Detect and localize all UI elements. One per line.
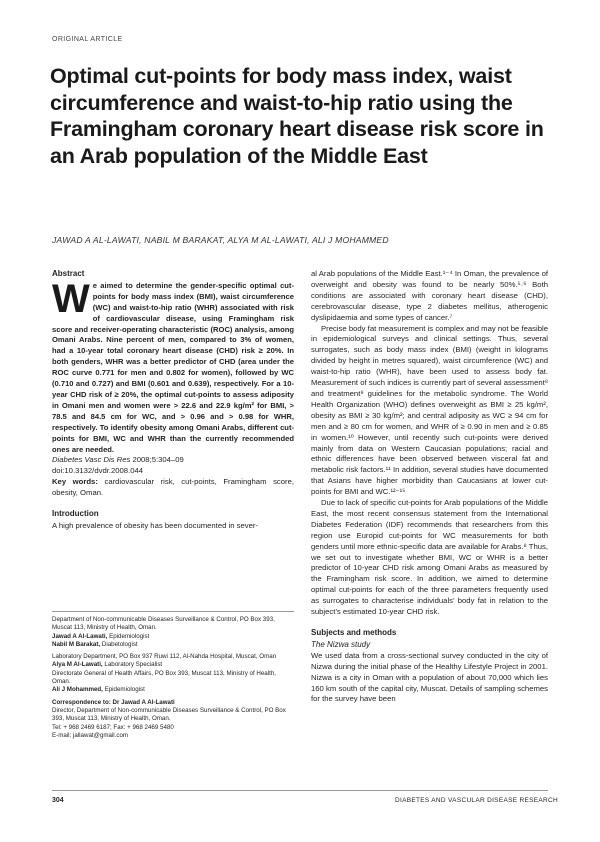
- author-2-name: Nabil M Barakat,: [52, 640, 101, 648]
- author-4-role: Epidemiologist: [102, 686, 145, 694]
- affiliation-author-4: [52, 686, 294, 694]
- affiliation-author-3: [52, 661, 294, 669]
- footer-divider: [52, 790, 548, 791]
- correspondence-email: E-mail: jallawat@gmail.com: [52, 731, 129, 739]
- keywords-text: cardiovascular risk, cut-points, Framingham score, obesity, Oman.: [52, 477, 294, 498]
- author-2-role: Diabetologist: [100, 640, 138, 648]
- author-4-name: Ali J Mohammed,: [52, 686, 103, 694]
- correspondence-dept: Director, Department of Non-communicable Diseases Surveillance & Control, PO Box 393, Muscat 113, Ministry of Health, Oman.: [52, 706, 286, 723]
- section-label: ORIGINAL ARTICLE: [52, 36, 123, 43]
- page-number: 304: [52, 797, 64, 804]
- doi: doi:10.3132/dvdr.2008.044: [52, 466, 144, 476]
- correspondence-name: Correspondence to: Dr Jawad A Al-Lawati: [52, 698, 175, 706]
- author-1-name: Jawad A Al-Lawati,: [52, 632, 108, 640]
- affiliation-author-1: [52, 633, 294, 641]
- body-paragraph-4: We used data from a cross-sectional survey conducted in the city of Nizwa during the initial phase of the Healthy Lifestyle Project in 2001. Nizwa is a city in Oman with a population of about 70,000 which lies 160 km south of the capital city, Muscat. Details of sampling schemes for the survey have been: [311, 650, 548, 704]
- affiliation-dept: Department of Non-communicable Diseases Surveillance & Control, PO Box 393, Muscat 113, Ministry of Health, Oman.: [52, 616, 275, 632]
- drop-cap: W: [52, 276, 90, 321]
- affiliation-author-2: [52, 641, 294, 649]
- introduction-heading: Introduction: [52, 509, 99, 519]
- correspondence-label: [52, 699, 294, 707]
- author-list: JAWAD A AL-LAWATI, NABIL M BARAKAT, ALYA M AL-LAWATI, ALI J MOHAMMED: [52, 235, 389, 245]
- correspondence-phone: Tel: + 968 2469 6187; Fax: + 968 2469 5480: [52, 723, 174, 731]
- article-title: Optimal cut-points for body mass index, waist circumference and waist-to-hip ratio using the Framingham coronary heart disease risk score in an Arab population of the Middle East: [50, 64, 544, 168]
- affiliation-directorate: Directorate General of Health Affairs, PO Box 393, Muscat 113, Ministry of Health, Oman.: [52, 669, 276, 686]
- affiliations-box: [52, 611, 294, 740]
- abstract-text: [52, 276, 294, 456]
- body-paragraph-2: Precise body fat measurement is complex and may not be feasible in epidemiological surveys and clinical settings. Thus, several surrogates, such as body mass index (BMI) (weight in kilograms divided by height in metres squared), waist circumference (WC) and waist-to-hip ratio (WHR), have been used to assess body fat. Measurement of such indices is currently part of several assessment⁸ and treatment⁹ guidelines for the metabolic syndrome. The World Health Organization (WHO) defines overweight as BMI ≥ 25 kg/m², obesity as BMI ≥ 30 kg/m²; and central adiposity as WC ≥ 94 cm for men and ≥ 80 cm for women, and WHR of ≥ 0.90 in men and ≥ 0.85 in women.¹⁰ However, until recently such cut-points were derived mainly from data on Western Caucasian populations; racial and ethnic differences have been observed between visceral fat and metabolic risk factors.¹¹ In addition, several studies have documented that Asians have higher morbidity than Caucasians at lower cut-points for BMI and WC.¹²⁻¹⁵: [311, 323, 548, 497]
- introduction-text: A high prevalence of obesity has been documented in sever-: [52, 520, 258, 530]
- author-3-name: Alya M Al-Lawati,: [52, 661, 103, 669]
- author-1-role: Epidemiologist: [107, 632, 150, 640]
- methods-heading: Subjects and methods: [311, 628, 397, 637]
- journal-abbrev: Diabetes Vasc Dis Res: [52, 455, 131, 465]
- keywords: [52, 477, 294, 499]
- keywords-label: Key words:: [52, 477, 98, 487]
- affiliation-lab: Laboratory Department, PO Box 937 Ruwi 112, Al-Nahda Hospital, Muscat, Oman: [52, 653, 277, 661]
- abstract-heading: Abstract: [52, 269, 85, 278]
- right-column: [311, 269, 548, 705]
- citation-line: [52, 455, 294, 466]
- journal-name: DIABETES AND VASCULAR DISEASE RESEARCH: [395, 797, 558, 804]
- abstract-body: e aimed to determine the gender-specific optimal cut-points for body mass index (BMI), waist circumference (WC) and waist-to-hip ratio (WHR) associated with risk of cardiovascular disease, using Framingham risk score and receiver-operating characteristic (ROC) analysis, among Omani Arabs. Nine percent of men, compared to 3% of women, had a 10-year total coronary heart disease (CHD) risk ≥ 20%. In both genders, WHR was a better predictor of CHD (area under the ROC curve 0.771 for men and 0.802 for women), followed by WC (0.710 and 0.727) and BMI (0.601 and 0.639), respectively. For a 10-year CHD risk of ≥ 20%, the optimal cut-points to assess adiposity in Omani men and women were > 22.6 and 22.9 kg/m² for BMI, > 78.5 and 84.5 cm for WC, and > 0.96 and > 0.98 for WHR, respectively. To identify obesity among Omani Arabs, different cut-points for BMI, WC and WHR than the currently recommended ones are needed.: [52, 280, 294, 454]
- body-paragraph-1: al Arab populations of the Middle East.¹⁻⁴ In Oman, the prevalence of overweight and obesity was found to be nearly 50%.⁵·⁶ Both conditions are associated with coronary heart disease (CHD), cerebrovascular disease, type 2 diabetes mellitus, atherogenic dyslipidaemia and some types of cancer.⁷: [311, 269, 548, 322]
- study-subheading: The Nizwa study: [311, 639, 371, 649]
- author-3-role: Laboratory Specialist: [102, 661, 163, 669]
- citation-volume: 2008;5:304–09: [130, 455, 184, 465]
- left-column: [52, 269, 294, 532]
- body-paragraph-3: Due to lack of specific cut-points for Arab populations of the Middle East, the most recent consensus statement from the International Diabetes Federation (IDF) recommends that researchers from this region use Europid cut-points for WC measurements for both genders until more ethnic-specific data are available for Arabs.⁸ Thus, we set out to investigate whether BMI, WC or WHR is a better predictor of 10-year CHD risk among Omani Arabs as measured by the Framingham risk score. In addition, we aimed to determine optimal cut-points for each of the three parameters frequently used as surrogates to characterise individuals’ body fat in relation to the subject’s estimated 10-year CHD risk.: [311, 498, 548, 617]
